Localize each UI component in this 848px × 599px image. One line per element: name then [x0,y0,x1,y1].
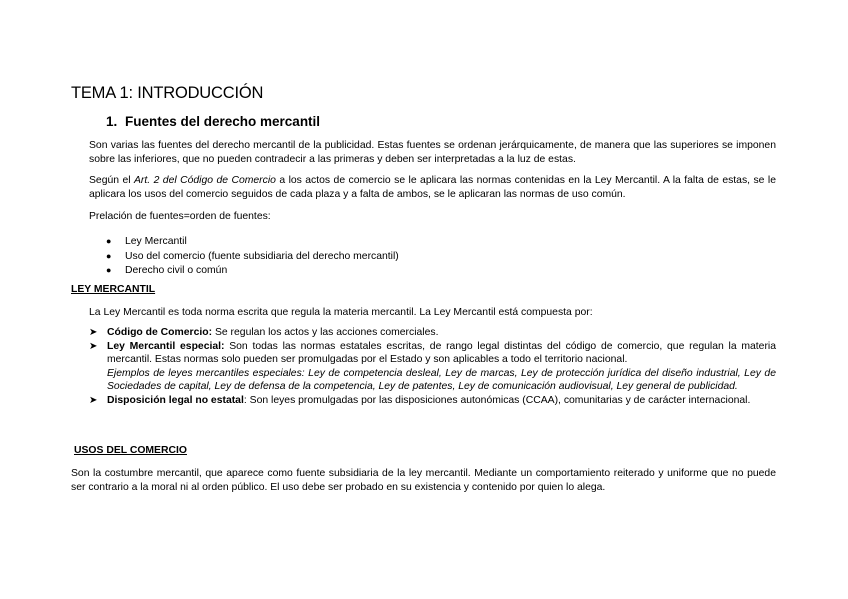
usos-paragraph: Son la costumbre mercantil, que aparece como fuente subsidiaria de la ley mercantil. Mediante un comportamiento reiterado y uniforme que no puede ser contrario a la moral ni al orden público. El uso debe ser probado en su existencia y contenido por quien lo alega. [71,468,776,493]
list-item: ➤ Ley Mercantil especial: Son todas las normas estatales escritas, de rango legal distintas del código de comercio, que regulan la materia mercantil. Estas normas solo pueden ser promulgadas por el Estado y son aplicables a todo el territorio nacional. Ejemplos de leyes mercantiles especiales: Ley de competencia desleal, Ley de marcas, Ley de protección jurídica del diseño industrial, Ley de Sociedades de capital, Ley de defensa de la competencia, Ley de patentes, Ley de comunicación audiovisual, Ley general de publicidad. [89,340,776,392]
arrow-bullet-icon: ➤ [89,340,98,352]
section-number: 1. [106,114,118,129]
ley-mercantil-heading: LEY MERCANTIL [71,284,156,295]
list-item: ● Ley Mercantil [106,236,187,247]
list-item: ➤ Disposición legal no estatal: Son leyes promulgadas por las disposiciones autonómicas (CCAA), comunitarias y de carácter internacional. [89,394,751,406]
paragraph-prelacion: Prelación de fuentes=orden de fuentes: [89,211,271,222]
list-item: ➤ Código de Comercio: Se regulan los actos y las acciones comerciales. [89,327,439,338]
sources-list [106,234,399,278]
section-heading-text: Fuentes del derecho mercantil [125,114,321,129]
bullet-icon: ● [106,250,112,261]
usos-heading: USOS DEL COMERCIO [74,445,187,456]
section-heading [106,114,320,129]
art2-prefix: Según el [89,175,134,186]
bullet-icon: ● [106,236,112,246]
arrow-bullet-icon: ➤ [89,394,98,406]
ley-mercantil-intro: La Ley Mercantil es toda norma escrita que regula la materia mercantil. La Ley Mercantil está compuesta por: [89,307,593,318]
paragraph-fuentes-intro: Son varias las fuentes del derecho mercantil de la publicidad. Estas fuentes se ordenan jerárquicamente, de manera que las superiores se imponen sobre las inferiores, que no pueden contradecir a las primeras y deben ser interpretadas a la luz de estas. [89,140,776,165]
ley-mercantil-list [89,326,776,407]
bullet-icon: ● [106,265,112,275]
page-title: TEMA 1: INTRODUCCIÓN [71,84,264,102]
examples-text: Ejemplos de leyes mercantiles especiales: Ley de competencia desleal, Ley de marcas, Ley de protección jurídica del diseño industrial, Ley de Sociedades de capital, Ley de defensa de la competencia, Ley de patentes, Ley de comunicación audiovisual, Ley general de publicidad. [107,367,776,392]
paragraph-art2 [89,174,776,202]
list-item: ● Derecho civil o común [106,265,228,276]
arrow-bullet-icon: ➤ [89,327,98,338]
list-item: ● Uso del comercio (fuente subsidiaria del derecho mercantil) [106,250,399,262]
art2-rest: a los actos de comercio se le aplicara las normas contenidas en la Ley Mercantil. A la falta de estas, se le aplicara los usos del comercio seguidos de cada plaza y a falta de ambos, se le aplicaran las normas de uso común. [89,175,776,200]
art2-reference: Art. 2 del Código de Comercio [134,175,276,186]
